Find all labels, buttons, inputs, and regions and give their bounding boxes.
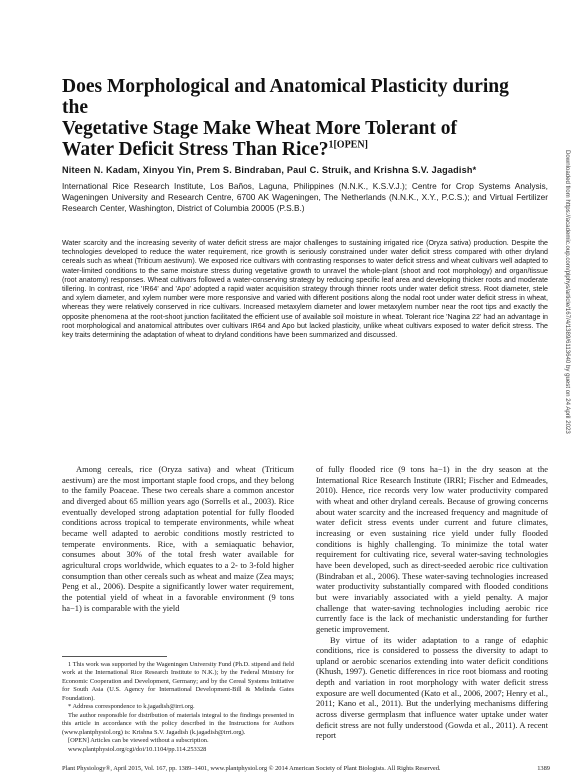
intro-paragraph-2: By virtue of its wider adaptation to a range of edaphic conditions, rice is considered to possess the diversity to adapt to upland or aerobic scenarios extending into water deficit conditions (Khush, 1997). Genetic differences in rice root biomass and rooting depth and variation in root morphology with water deficit stress exposure are well documented (Kato et al., 2006, 2007; Henry et al., 2011; Kano et al., 2011). But the underlying mechanisms differing across diverse germplasm that influence water uptake under water deficit stress are not fully understood (Gowda et al., 2011). A recent report (316, 634, 548, 741)
title-line-3 (62, 139, 532, 160)
intro-paragraph-1-continued: of fully flooded rice (9 tons ha−1) in the dry season at the International Rice Research Institute (IRRI; Fischer and Edmeades, 2010). Hence, rice records very low water productivity compared with wheat and other dryland cereals. Because of growing concerns about water scarcity and the increased frequency and magnitude of water deficit stress events under current and future climates, increasing or even sustaining rice yield under fully flooded conditions is highly challenging. To minimize the total water requirement for cultivating rice, several water-saving technologies have been developed, such as direct-seeded aerobic rice cultivation (Bindraban et al., 2006). These water-saving technologies increased water productivity substantially compared with flooded conditions but were invariably associated with a yield penalty. A major challenge that water-saving technologies including aerobic rice currently face is the lack of mechanistic understanding for further genetic improvement. (316, 464, 548, 634)
download-watermark-text: Downloaded from https://academic.oup.com/plphys/article/167/4/1389/6113640 by guest on 24 April 2023 (564, 150, 571, 434)
right-column (316, 464, 548, 741)
footnotes (62, 661, 294, 754)
affiliations: International Rice Research Institute, Los Baños, Laguna, Philippines (N.N.K., K.S.V.J.); Centre for Crop Systems Analysis, Wageningen University and Research Centre, 6700 AK Wageningen, The Netherlands (N.N.K., X.Y., P.C.S.); and Virtual Fertilizer Research Center, Washington, District of Columbia 20005 (P.S.B.) (62, 181, 548, 213)
intro-paragraph-1: Among cereals, rice (Oryza sativa) and wheat (Triticum aestivum) are the most important staple food crops, and they belong to the family Poaceae. These two cereals share a common ancestor and diverged about 65 million years ago (Sorrells et al., 2003). Rice eventually developed strong adaptation potential for fully flooded conditions across tropical to temperate environments, while wheat became well adapted to aerobic conditions mostly restricted to temperate environments. Rice, with a semiaquatic behavior, consumes about 30% of the total fresh water available for agricultural crops worldwide, which equates to a 2- to 3-fold higher consumption than other cereals such as wheat and maize (Zea mays; Peng et al., 2006). Despite a significantly lower water requirement, the potential yield of wheat in a favorable environment (9 tons ha−1) is comparable with the yield (62, 464, 294, 613)
footnote-funding: 1 This work was supported by the Wageningen University Fund (Ph.D. stipend and field work at the International Rice Research Institute to N.K.); by the Federal Ministry for Economic Cooperation and Development, Germany; and by the Cereal Systems Initiative for South Asia (U.S. Agency for International Development-Bill & Melinda Gates Foundation). (62, 661, 294, 702)
download-watermark (557, 150, 569, 590)
article-title (62, 76, 532, 160)
title-line-1: Does Morphological and Anatomical Plasticity during the (62, 76, 509, 118)
left-column (62, 464, 294, 613)
footnote-distribution: The author responsible for distribution of materials integral to the findings presented in this article in accordance with the policy described in the Instructions for Authors (www.plantphysiol.org) is: Krishna S.V. Jagadish (k.jagadish@irri.org). (62, 711, 294, 736)
footnote-divider (62, 656, 167, 657)
title-line-2: Vegetative Stage Make Wheat More Tolerant of (62, 118, 457, 139)
footnote-correspondence: * Address correspondence to k.jagadish@irri.org. (68, 703, 195, 711)
footnote-open-access: [OPEN] Articles can be viewed without a subscription. (68, 737, 209, 745)
title-superscript: 1[OPEN] (328, 139, 368, 151)
footnote-doi-link[interactable]: www.plantphysiol.org/cgi/doi/10.1104/pp.114.253328 (68, 745, 207, 753)
page-footer (62, 765, 550, 772)
author-list: Niteen N. Kadam, Xinyou Yin, Prem S. Bindraban, Paul C. Struik, and Krishna S.V. Jagadish* (62, 165, 477, 175)
title-line-3-text: Water Deficit Stress Than Rice? (62, 139, 329, 160)
footer-citation: Plant Physiology®, April 2015, Vol. 167, pp. 1389–1401, www.plantphysiol.org © 2014 American Society of Plant Biologists. All Rights Reserved. (62, 765, 441, 772)
page-number: 1389 (537, 765, 550, 772)
abstract: Water scarcity and the increasing severity of water deficit stress are major challenges to sustaining irrigated rice (Oryza sativa) production. Despite the technologies developed to reduce the water requirement, rice growth is seriously constrained under water deficit stress compared with other dryland cereals such as wheat (Triticum aestivum). We exposed rice cultivars with contrasting responses to water deficit stress and wheat cultivars well adapted to water-limited conditions to the same moisture stress during vegetative growth to unravel the whole-plant (shoot and root morphology) and organ/tissue (root anatomy) responses. Wheat cultivars followed a water-conserving strategy by reducing specific leaf area and developing thicker roots and moderate tillering. In contrast, rice 'IR64' and 'Apo' adopted a rapid water acquisition strategy through thinner roots under water deficit stress. Root diameter, stele and xylem diameter, and xylem number were more responsive and varied with different positions along the nodal root under water deficit stress in wheat, whereas they were relatively conserved in rice cultivars. Increased metaxylem diameter and lower metaxylem number near the root tips and exactly the opposite phenomena at the root-shoot junction facilitated the efficient use of available soil moisture in wheat. Tolerant rice 'Nagina 22' had an advantage in root morphological and anatomical attributes over cultivars IR64 and Apo but lacked plasticity, unlike wheat cultivars exposed to water deficit stress. The key traits determining the adaptation of wheat to dryland conditions have been summarized and discussed. (62, 239, 548, 340)
